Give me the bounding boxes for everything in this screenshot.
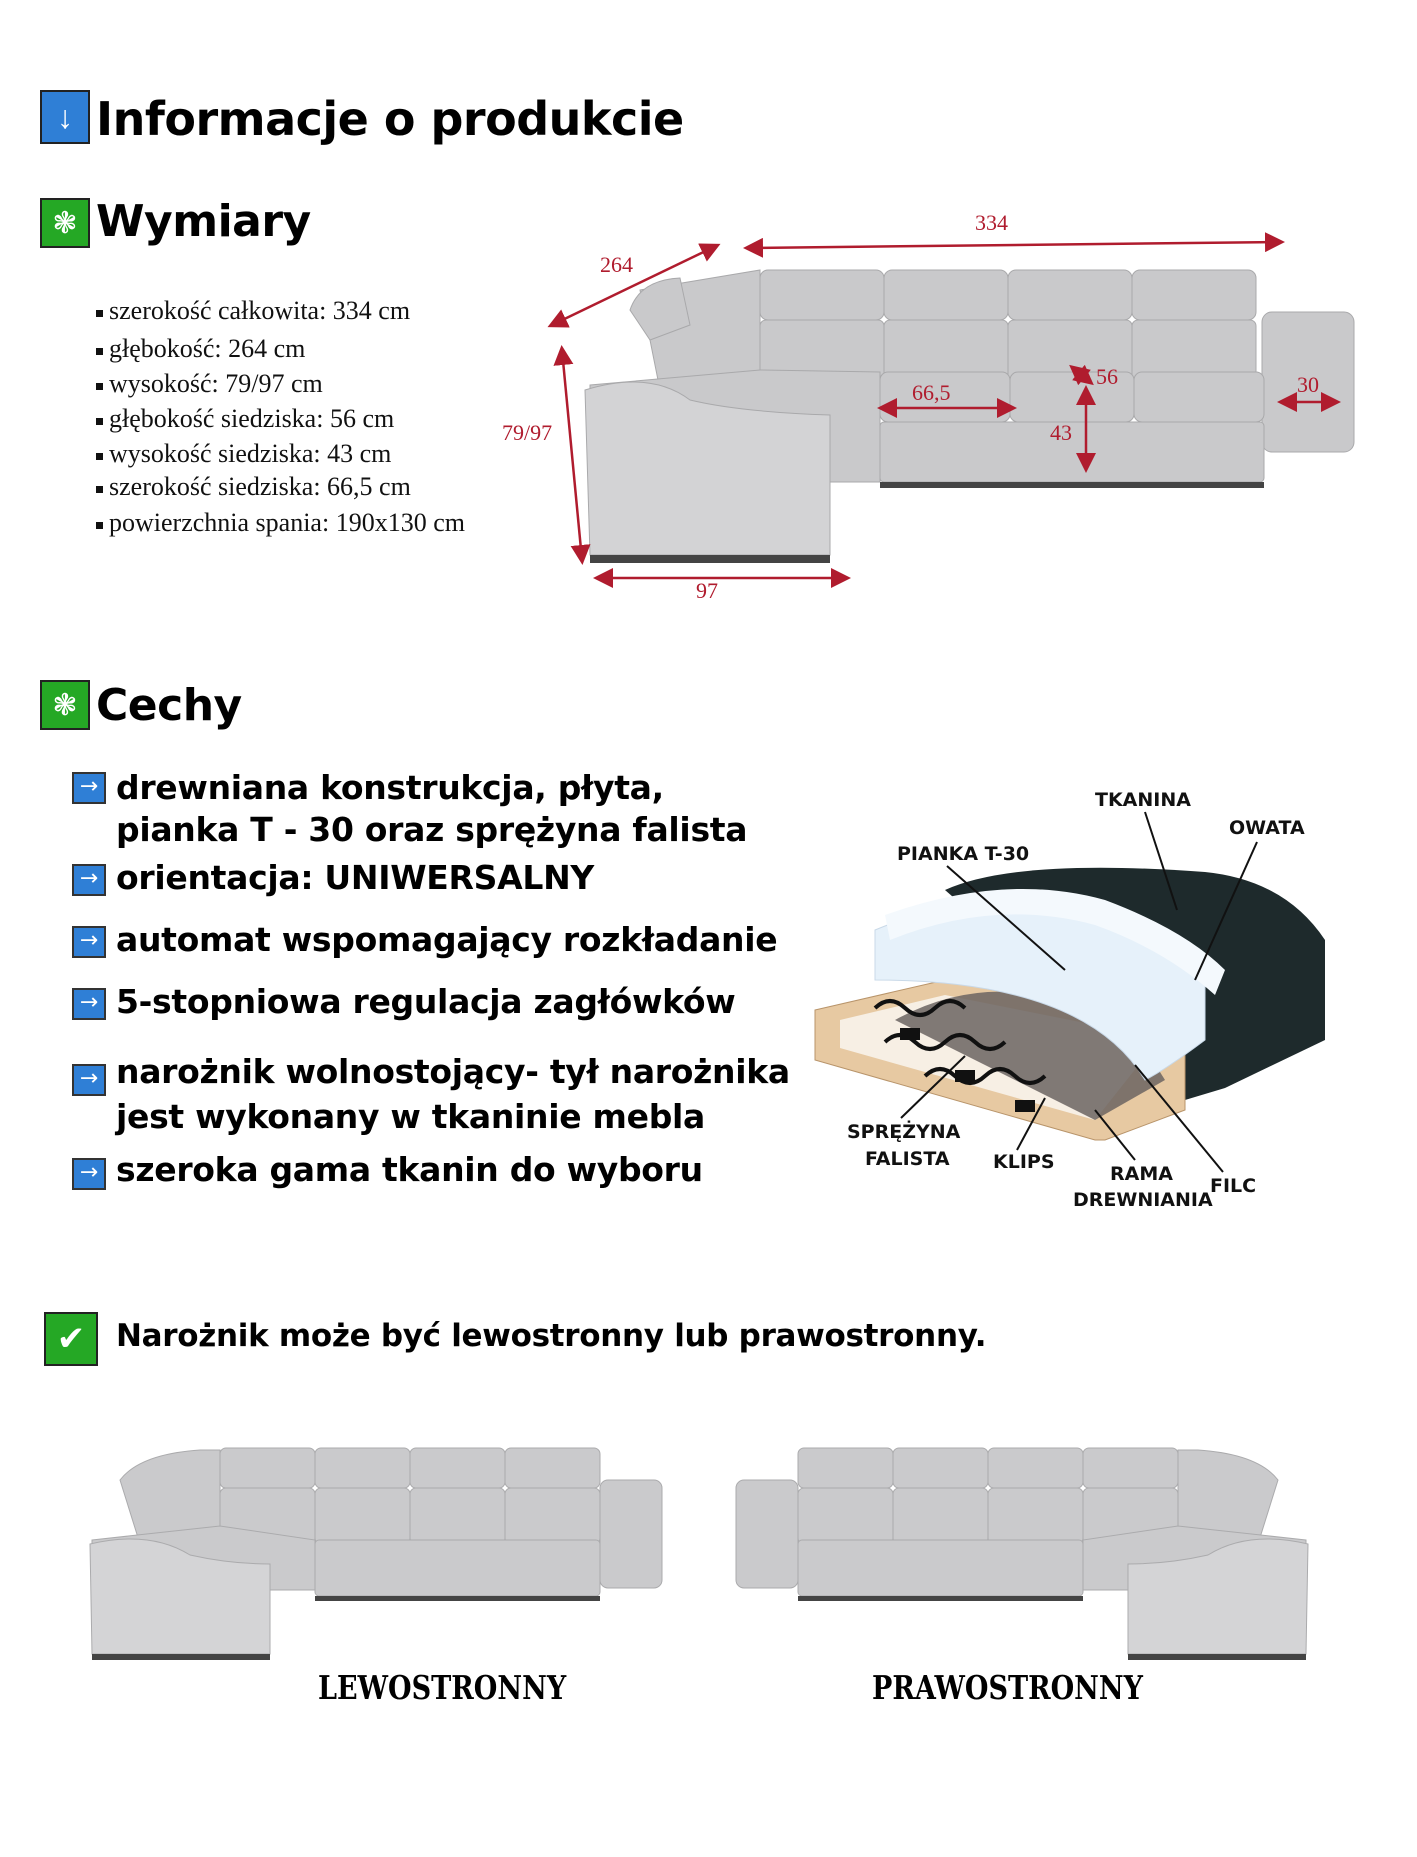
feature-item-continued: jest wykonany w tkaninie mebla <box>116 1097 705 1136</box>
construction-diagram <box>805 780 1365 1220</box>
arrow-right-icon: → <box>72 864 106 896</box>
down-arrow-icon: ↓ <box>40 90 90 144</box>
label-pianka: PIANKA T-30 <box>897 843 1030 865</box>
feature-item: 5-stopniowa regulacja zagłówków <box>116 982 736 1021</box>
orientation-note: Narożnik może być lewostronny lub prawostronny. <box>116 1318 987 1354</box>
features-title: Cechy <box>96 680 242 731</box>
dim-depth-label: 264 <box>600 252 633 277</box>
spec-item: szerokość całkowita: 334 cm <box>96 296 410 326</box>
feature-item-continued: pianka T - 30 oraz sprężyna falista <box>116 810 748 849</box>
label-filc: FILC <box>1210 1175 1257 1197</box>
arrow-right-icon: → <box>72 772 106 804</box>
feature-item: automat wspomagający rozkładanie <box>116 920 778 959</box>
arrow-right-icon: → <box>72 1064 106 1096</box>
left-variant-label: LEWOSTRONNY <box>318 1668 567 1707</box>
right-variant-label: PRAWOSTRONNY <box>872 1668 1143 1707</box>
label-owata: OWATA <box>1229 817 1305 839</box>
spec-item: wysokość siedziska: 43 cm <box>96 439 391 469</box>
label-klips: KLIPS <box>993 1151 1055 1173</box>
dim-width-label: 334 <box>975 210 1008 235</box>
feature-item: narożnik wolnostojący- tył narożnika <box>116 1052 790 1091</box>
label-tkanina: TKANINA <box>1095 789 1191 811</box>
dimension-sofa-illustration <box>490 200 1370 610</box>
dim-armrest-label: 30 <box>1297 372 1319 397</box>
left-corner-sofa-image <box>80 1440 670 1670</box>
spec-item: szerokość siedziska: 66,5 cm <box>96 472 411 502</box>
right-corner-sofa-image <box>728 1440 1318 1670</box>
dim-seat-height-label: 43 <box>1050 420 1072 445</box>
dimensions-title: Wymiary <box>96 196 311 247</box>
spec-item: wysokość: 79/97 cm <box>96 369 323 399</box>
label-sprezyna: SPRĘŻYNA <box>847 1121 961 1143</box>
feature-item: szeroka gama tkanin do wyboru <box>116 1150 703 1189</box>
label-drewniania: DREWNIANIA <box>1073 1189 1213 1211</box>
arrow-right-icon: → <box>72 926 106 958</box>
dim-height-label: 79/97 <box>502 420 553 445</box>
page-title: Informacje o produkcie <box>96 92 684 146</box>
sparkle-icon: ❃ <box>40 680 90 730</box>
check-icon: ✔ <box>44 1312 98 1366</box>
arrow-right-icon: → <box>72 988 106 1020</box>
feature-item: drewniana konstrukcja, płyta, <box>116 768 664 807</box>
spec-item: głębokość: 264 cm <box>96 334 305 364</box>
feature-item: orientacja: UNIWERSALNY <box>116 858 594 897</box>
spec-item: głębokość siedziska: 56 cm <box>96 404 394 434</box>
sparkle-icon: ❃ <box>40 198 90 248</box>
dim-seat-width-label: 66,5 <box>912 380 951 405</box>
dim-corner-label: 97 <box>696 578 718 603</box>
spec-item: powierzchnia spania: 190x130 cm <box>96 508 465 538</box>
label-rama: RAMA <box>1110 1163 1173 1185</box>
arrow-right-icon: → <box>72 1158 106 1190</box>
label-falista: FALISTA <box>865 1148 950 1170</box>
dim-seat-depth-label: 56 <box>1096 364 1118 389</box>
